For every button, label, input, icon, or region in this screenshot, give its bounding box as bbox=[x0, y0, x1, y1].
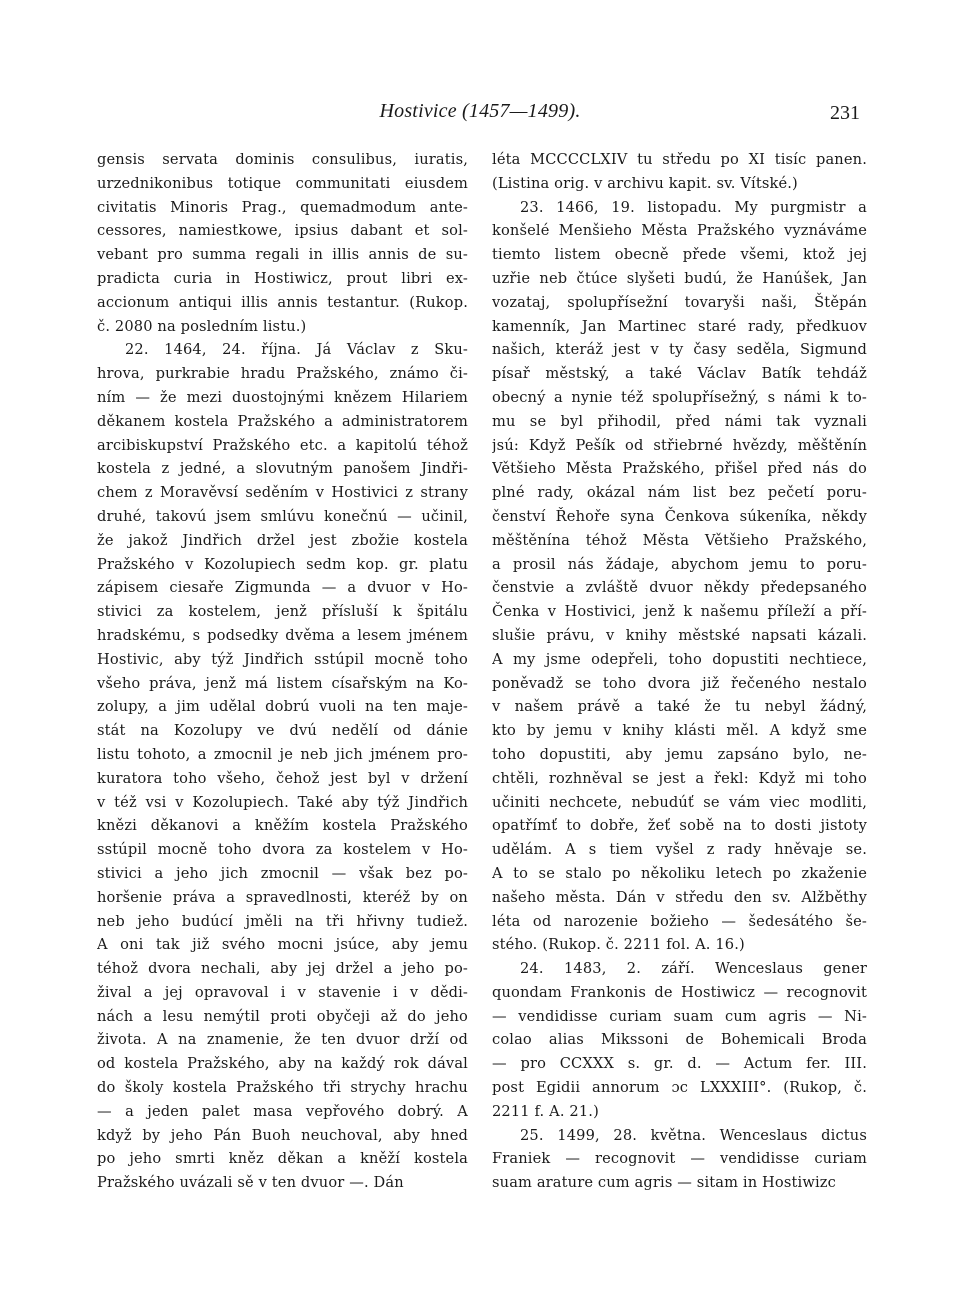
text-line: kostela z jedné, a slovutným panošem Jindři- bbox=[97, 460, 468, 478]
text-line: plné rady, okázal nám list bez pečetí poru- bbox=[492, 484, 867, 502]
text-line: A to se stalo po několiku letech po zkaženie bbox=[492, 864, 867, 882]
text-line: udělám. A s tiem vyšel z rady hněvaje se. bbox=[492, 841, 867, 859]
text-line: čenství Řehoře syna Čenkova súkeníka, někdy bbox=[492, 507, 867, 525]
text-line: civitatis Minoris Prag., quemadmodum ante- bbox=[97, 198, 468, 216]
text-line: toho dopustiti, aby jemu zapsáno bylo, ne- bbox=[492, 745, 867, 763]
text-line: hradskému, s podsedky dvěma a lesem jménem bbox=[97, 626, 468, 644]
text-line: — a jeden palet masa vepřového dobrý. A bbox=[97, 1102, 468, 1120]
running-title: Hostivice (1457—1499). bbox=[379, 100, 581, 122]
text-line: téhož dvora nechali, aby jej držel a jeho po- bbox=[97, 960, 468, 978]
text-line: slušie právu, v knihy městské napsati kázali. bbox=[492, 626, 867, 644]
text-line: 2211 f. A. 21.) bbox=[492, 1102, 599, 1120]
text-line: života. A na znamenie, že ten dvuor drží od bbox=[97, 1031, 468, 1049]
text-line: arcibiskupství Pražského etc. a kapitolú téhož bbox=[97, 436, 468, 454]
text-line: opatřímť to dobře, žeť sobě na to dosti jistoty bbox=[492, 817, 867, 835]
text-line: a prosil nás žádaje, abychom jemu to poru- bbox=[492, 555, 867, 573]
text-line: léta MCCCCLXIV tu středu po XI tisíc panen. bbox=[492, 151, 867, 168]
text-line: učiniti nechcete, nebudúť se vám viec modliti, bbox=[492, 793, 867, 811]
text-line: stého. (Rukop. č. 2211 fol. A. 16.) bbox=[492, 936, 745, 954]
text-line: stivici za kostelem, jenž přísluší k špitálu bbox=[97, 603, 468, 621]
text-line: mu se byl přihodil, před námi tak vyznali bbox=[492, 412, 867, 430]
text-line: konšelé Menšieho Města Pražského vyznáváme bbox=[492, 222, 867, 240]
text-line: do školy kostela Pražského tři strychy hrachu bbox=[97, 1079, 468, 1097]
text-line: cessores, namiestkowe, ipsius dabant et sol- bbox=[97, 222, 468, 240]
text-line: Franiek — recognovit — vendidisse curiam bbox=[492, 1150, 867, 1168]
text-line: zolupy, a jim udělal dobrú vuoli na ten maje- bbox=[97, 698, 468, 716]
text-line: 22. 1464, 24. října. Já Václav z Sku- bbox=[125, 341, 468, 359]
text-line: quondam Frankonis de Hostiwicz — recognovit bbox=[492, 983, 867, 1001]
text-line: Většieho Města Pražského, přišel před nás do bbox=[492, 460, 867, 478]
text-line: čenstvie a zvláště dvuor někdy předepsaného bbox=[492, 579, 867, 597]
text-line: hrova, purkrabie hradu Pražského, známo či- bbox=[97, 365, 468, 383]
text-line: neb jeho budúcí jměli na tři hřivny tudiež. bbox=[97, 912, 468, 930]
text-line: písař městský, a také Václav Batík tehdáž bbox=[492, 365, 867, 383]
text-line: Hostivic, aby týž Jindřich sstúpil mocně toho bbox=[97, 650, 468, 668]
text-line: A my jsme odepřeli, toho dopustiti nechtiece, bbox=[492, 650, 867, 668]
text-line: žival a jej opravoval i v stavenie i v dědi- bbox=[97, 983, 468, 1001]
text-line: kamenník, Jan Martinec staré rady, předkuov bbox=[492, 317, 867, 335]
text-line: 25. 1499, 28. května. Wenceslaus dictus bbox=[520, 1126, 867, 1144]
text-line: našeho města. Dán v středu den sv. Alžběthy bbox=[492, 888, 867, 906]
text-line: colao alias Mikssoni de Bohemicali Broda bbox=[492, 1031, 867, 1049]
text-line: knězi děkanovi a kněžím kostela Pražského bbox=[97, 817, 468, 835]
text-line: našich, kteráž jest v ty časy seděla, Sigmund bbox=[492, 341, 867, 359]
text-line: v též vsi v Kozolupiech. Také aby týž Jindřich bbox=[97, 793, 468, 811]
right-text-column bbox=[492, 148, 867, 1195]
text-line: Pražského uvázali sě v ten dvuor —. Dán bbox=[97, 1174, 404, 1192]
text-line: (Listina orig. v archivu kapit. sv. Vítské.) bbox=[492, 174, 798, 192]
text-line: po jeho smrti kněz děkan a kněží kostela bbox=[97, 1150, 468, 1168]
text-line: jsú: Když Pešík od střiebrné hvězdy, měštěnín bbox=[492, 436, 867, 454]
text-line: chtěli, rozhněval se jest a řekl: Když mi toho bbox=[492, 769, 867, 787]
text-line: uzřie neb čtúce slyšeti budú, že Hanúšek, Jan bbox=[492, 269, 867, 287]
text-line: nách a lesu nemýtil proti obyčeji až do jeho bbox=[97, 1007, 468, 1025]
text-line: zápisem ciesaře Zigmunda — a dvuor v Ho- bbox=[97, 579, 468, 597]
text-line: chem z Moravěvsí seděním v Hostivici z strany bbox=[97, 484, 468, 502]
text-line: suam arature cum agris — sitam in Hostiwizc bbox=[492, 1174, 836, 1192]
text-line: listu tohoto, a zmocnil je neb jich jménem pro- bbox=[97, 745, 468, 763]
text-line: stát na Kozolupy ve dvú nedělí od dánie bbox=[97, 722, 468, 740]
text-line: horšenie práva a spravedlnosti, kteréž by on bbox=[97, 888, 468, 906]
text-line: děkanem kostela Pražského a administratorem bbox=[97, 412, 468, 430]
text-line: stivici a jeho jich zmocnil — však bez po- bbox=[97, 864, 468, 882]
text-line: Pražského v Kozolupiech sedm kop. gr. platu bbox=[97, 555, 468, 573]
text-line: 24. 1483, 2. září. Wenceslaus gener bbox=[520, 960, 867, 978]
text-line: urzednikonibus totique communitati eiusdem bbox=[97, 174, 468, 192]
text-line: kto by jemu v knihy klásti měl. A když sme bbox=[492, 722, 867, 740]
text-line: od kostela Pražského, aby na každý rok dával bbox=[97, 1055, 468, 1073]
text-line: Čenka v Hostivici, jenž k našemu příleží a pří- bbox=[492, 603, 867, 621]
text-line: tiemto listem obecně přede všemi, ktož jej bbox=[492, 246, 867, 264]
text-line: — pro CCXXX s. gr. d. — Actum fer. III. bbox=[492, 1055, 867, 1073]
text-line: pradicta curia in Hostiwicz, prout libri ex- bbox=[97, 269, 468, 287]
text-line: obecný a nynie též spolupřísežný, s námi k to- bbox=[492, 388, 867, 406]
text-line: vebant pro summa regali in illis annis de su- bbox=[97, 246, 468, 264]
text-line: všeho práva, jenž má listem císařským na Ko- bbox=[97, 674, 468, 692]
left-text-column bbox=[97, 148, 468, 1195]
text-line: ním — že mezi duostojnými knězem Hilariem bbox=[97, 388, 468, 406]
text-line: když by jeho Pán Buoh neuchoval, aby hned bbox=[97, 1126, 468, 1144]
text-line: že jakož Jindřich držel jest zbožie kostela bbox=[97, 531, 468, 549]
text-line: poněvadž se toho dvora již řečeného nestalo bbox=[492, 674, 867, 692]
text-line: č. 2080 na posledním listu.) bbox=[97, 317, 307, 335]
text-line: post Egidii annorum ɔc LXXXIII°. (Rukop, č. bbox=[492, 1079, 867, 1097]
text-line: druhé, takovú jsem smlúvu konečnú — učinil, bbox=[97, 507, 468, 525]
page-number: 231 bbox=[830, 102, 860, 124]
text-line: A oni tak již svého mocni jsúce, aby jemu bbox=[97, 936, 468, 954]
text-line: 23. 1466, 19. listopadu. My purgmistr a bbox=[520, 198, 867, 216]
text-line: léta od narozenie božieho — šedesátého še- bbox=[492, 912, 867, 930]
text-line: gensis servata dominis consulibus, iuratis, bbox=[97, 151, 468, 168]
text-line: vozataj, spolupřísežní tovaryši naši, Štěpán bbox=[492, 293, 867, 311]
text-line: sstúpil mocně toho dvora za kostelem v Ho- bbox=[97, 841, 468, 859]
text-line: měštěnína téhož Města Většieho Pražského, bbox=[492, 531, 867, 549]
text-line: v našem právě a také že tu nebyl žádný, bbox=[492, 698, 867, 716]
text-line: kuratora toho všeho, čehož jest byl v držení bbox=[97, 769, 468, 787]
text-line: — vendidisse curiam suam cum agris — Ni- bbox=[492, 1007, 867, 1025]
text-line: accionum antiqui illis annis testantur. (Rukop. bbox=[97, 293, 468, 311]
